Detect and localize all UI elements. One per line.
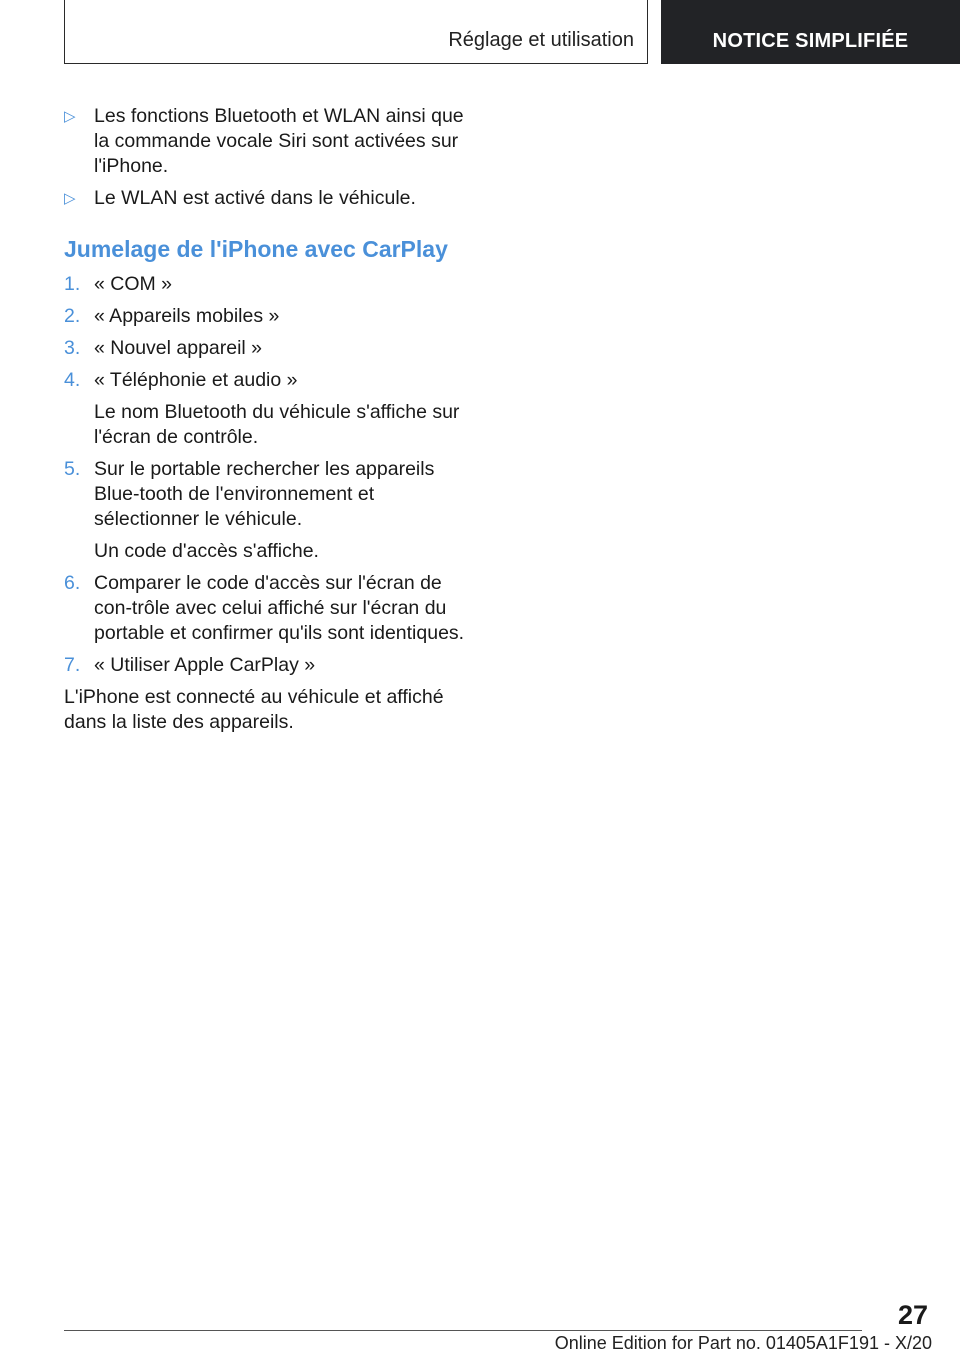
step-text: « Téléphonie et audio » — [94, 369, 298, 391]
step-text: « COM » — [94, 273, 173, 295]
step-note: Le nom Bluetooth du véhicule s'affiche sur l'écran de contrôle. — [94, 401, 460, 448]
step-item — [64, 336, 484, 361]
step-item — [64, 304, 484, 329]
step-note: Un code d'accès s'affiche. — [94, 540, 319, 562]
step-item — [64, 653, 484, 678]
page-content — [64, 104, 484, 735]
section-title: Jumelage de l'iPhone avec CarPlay — [64, 236, 448, 262]
page-number: 27 — [897, 1300, 928, 1330]
bullet-text: Le WLAN est activé dans le véhicule. — [94, 187, 416, 209]
bullet-text: Les fonctions Bluetooth et WLAN ainsi que la commande vocale Siri sont activées sur l'iPhone. — [94, 105, 464, 177]
footer-edition: Online Edition for Part no. 01405A1F191 - X/20 — [554, 1333, 932, 1353]
header-tab-label: NOTICE SIMPLIFIÉE — [712, 29, 909, 52]
triangle-bullet-icon: ▷ — [64, 190, 76, 207]
step-text: « Appareils mobiles » — [94, 305, 280, 327]
footer-divider — [64, 1330, 862, 1331]
step-number: 3. — [64, 337, 81, 359]
step-number: 4. — [64, 369, 81, 391]
step-item — [64, 368, 484, 393]
step-number: 2. — [64, 305, 81, 327]
triangle-bullet-icon: ▷ — [64, 108, 76, 125]
bullet-item — [64, 186, 484, 211]
step-number: 5. — [64, 458, 81, 480]
header-section-title: Réglage et utilisation — [448, 29, 634, 51]
step-item — [64, 457, 484, 532]
step-number: 7. — [64, 654, 81, 676]
step-number: 6. — [64, 572, 81, 594]
step-item — [64, 571, 484, 646]
header-tab — [661, 0, 960, 64]
step-number: 1. — [64, 273, 81, 295]
step-text: « Utiliser Apple CarPlay » — [94, 654, 316, 676]
bullet-item — [64, 104, 484, 179]
step-text: « Nouvel appareil » — [94, 337, 263, 359]
step-item — [64, 272, 484, 297]
step-text: Comparer le code d'accès sur l'écran de con-trôle avec celui affiché sur l'écran du portable et confirmer qu'ils sont identiques. — [94, 572, 465, 644]
conclusion-paragraph: L'iPhone est connecté au véhicule et affiché dans la liste des appareils. — [64, 686, 444, 733]
step-text: Sur le portable rechercher les appareils Blue-tooth de l'environnement et sélectionner le véhicule. — [94, 458, 435, 530]
